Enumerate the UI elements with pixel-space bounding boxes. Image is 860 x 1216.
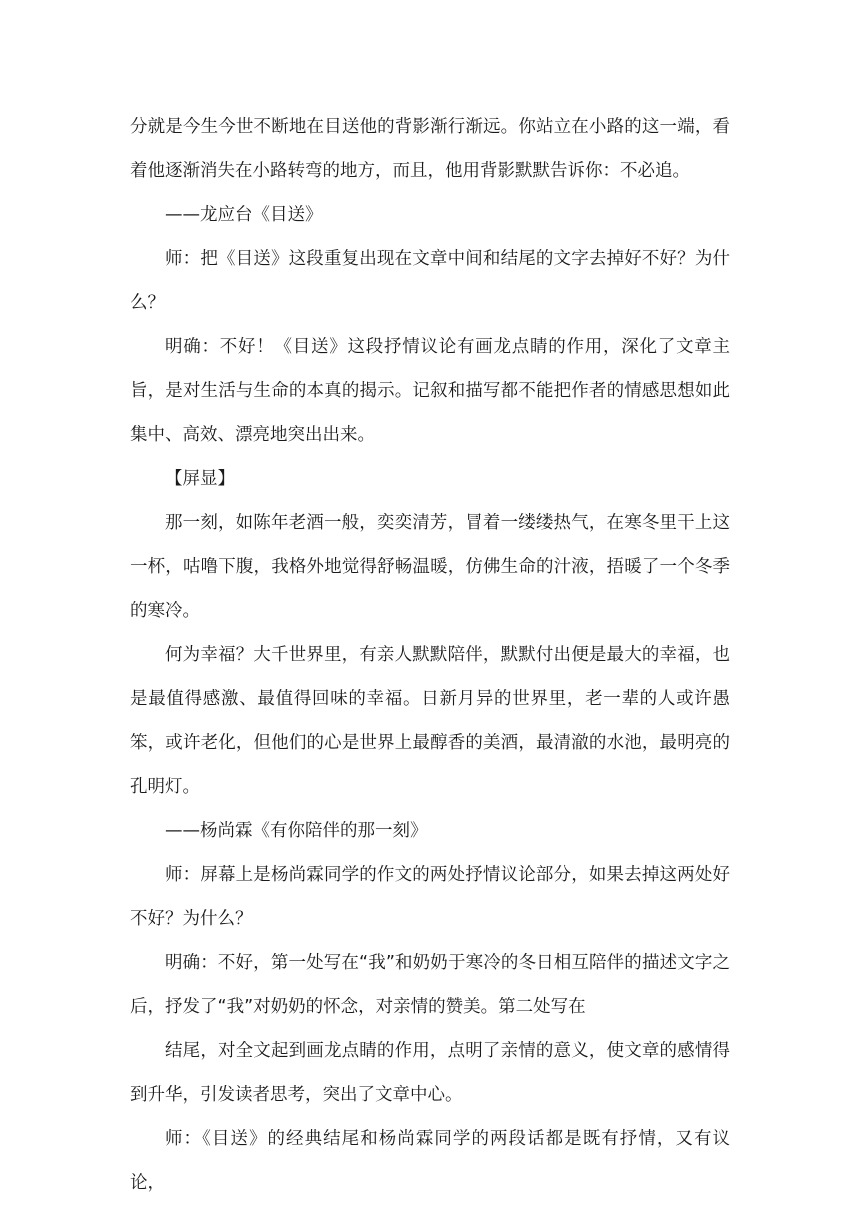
citation-student: ——杨尚霖《有你陪伴的那一刻》 [165,821,428,841]
section-label-screen: 【屏显】 [165,469,235,489]
paragraph-answer-2-continued: 结尾，对全文起到画龙点睛的作用，点明了亲情的意义，使文章的感情得到升华，引发读者思考，突出了文章中心。 [130,1041,730,1105]
paragraph-excerpt-1: 那一刻，如陈年老酒一般，奕奕清芳，冒着一缕缕热气，在寒冬里干上这一杯，咕噜下腹，我格外地觉得舒畅温暖，仿佛生命的汁液，捂暖了一个冬季的寒冷。 [130,513,730,621]
paragraph-teacher-question-2: 师：屏幕上是杨尚霖同学的作文的两处抒情议论部分，如果去掉这两处好不好？为什么？ [130,865,730,929]
paragraph-answer-1: 明确：不好！《目送》这段抒情议论有画龙点睛的作用，深化了文章主旨，是对生活与生命的本真的揭示。记叙和描写都不能把作者的情感思想如此集中、高效、漂亮地突出出来。 [130,337,730,445]
document-body [130,105,730,1205]
citation-muqsong: ——龙应台《目送》 [165,205,323,225]
paragraph-teacher-question-1: 师：把《目送》这段重复出现在文章中间和结尾的文字去掉好不好？为什么？ [130,249,730,313]
paragraph-teacher-summary: 师：《目送》的经典结尾和杨尚霖同学的两段话都是既有抒情，又有议论， [130,1129,730,1193]
paragraph-1: 分就是今生今世不断地在目送他的背影渐行渐远。你站立在小路的这一端，看着他逐渐消失在小路转弯的地方，而且，他用背影默默告诉你：不必追。 [130,117,730,181]
paragraph-answer-2: 明确：不好，第一处写在“我”和奶奶于寒冷的冬日相互陪伴的描述文字之后，抒发了“我”对奶奶的怀念，对亲情的赞美。第二处写在 [130,953,730,1017]
paragraph-excerpt-2: 何为幸福？大千世界里，有亲人默默陪伴，默默付出便是最大的幸福，也是最值得感激、最值得回味的幸福。日新月异的世界里，老一辈的人或许愚笨，或许老化，但他们的心是世界上最醇香的美酒，最清澈的水池，最明亮的孔明灯。 [130,645,730,797]
